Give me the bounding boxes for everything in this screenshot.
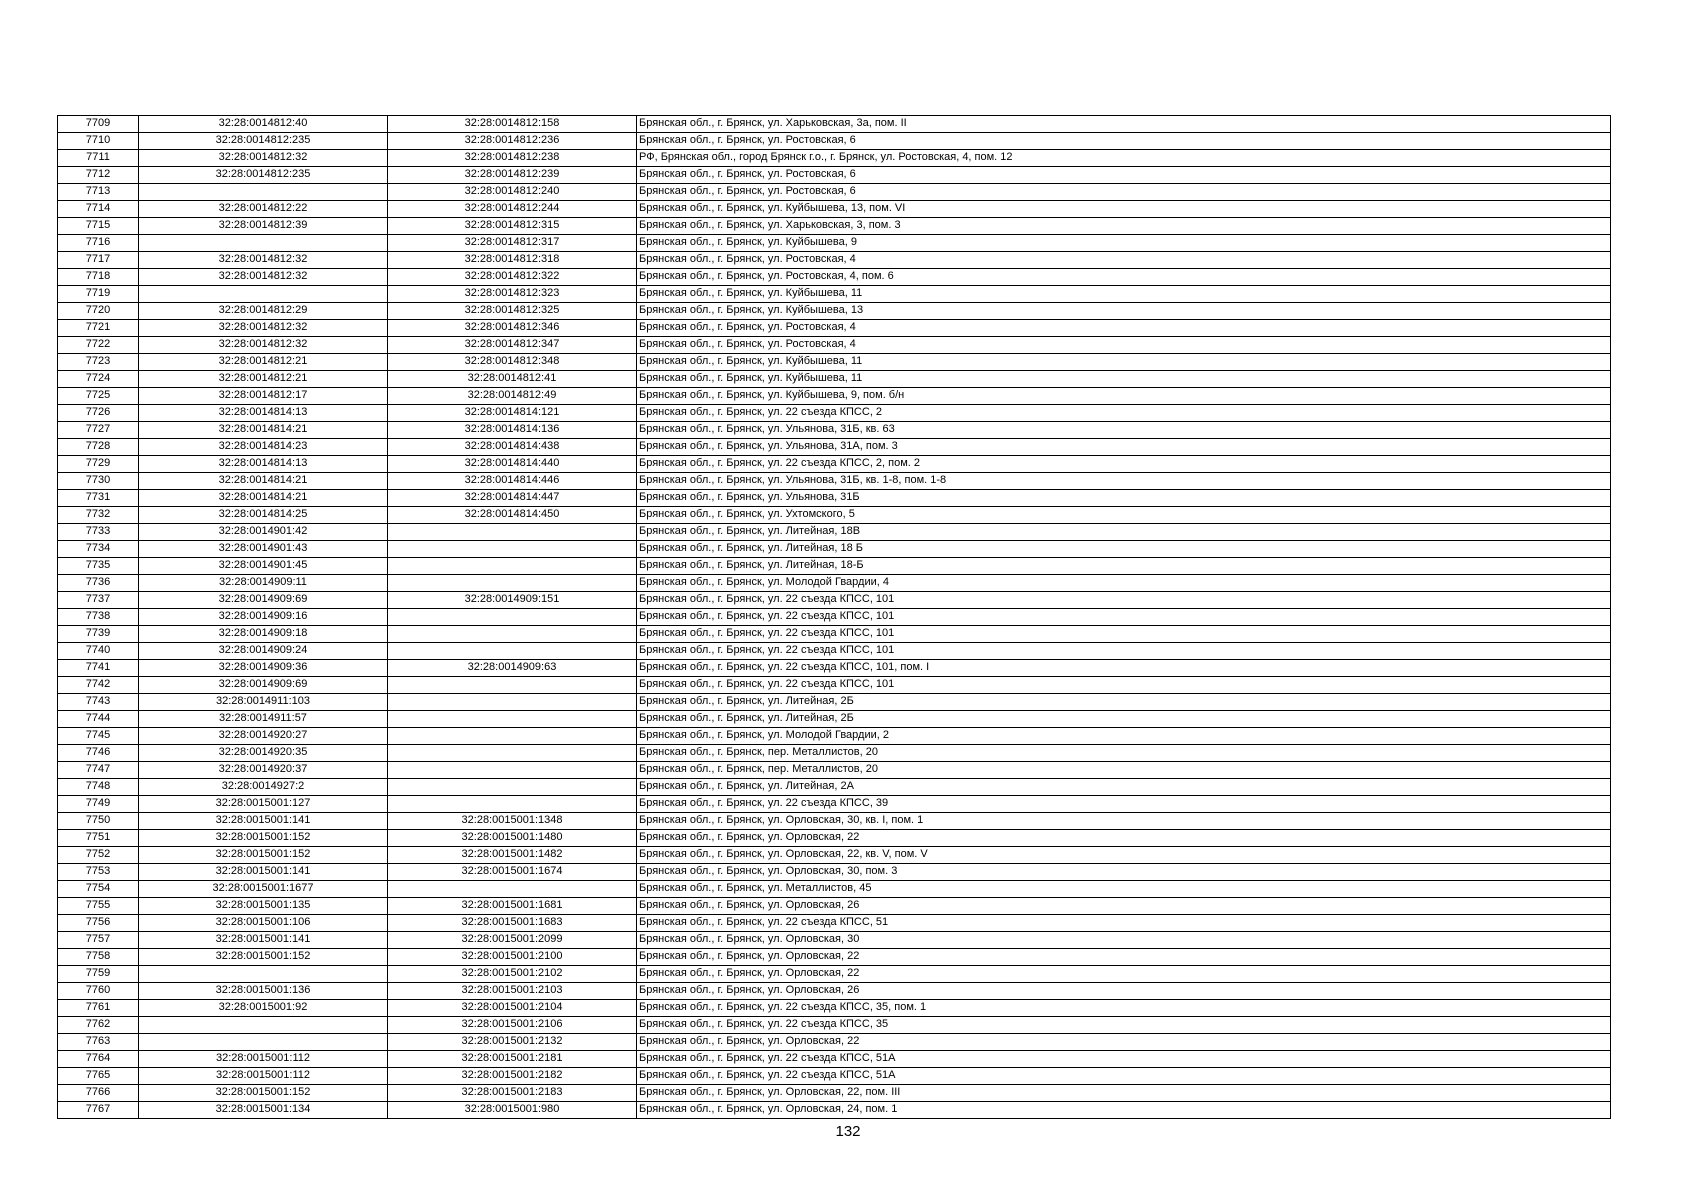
row-number-cell: 7740 (58, 643, 139, 660)
object-number-cell: 32:28:0014812:236 (388, 133, 637, 150)
row-number-cell: 7724 (58, 371, 139, 388)
object-number-cell: 32:28:0015001:2183 (388, 1085, 637, 1102)
object-number-cell: 32:28:0014814:438 (388, 439, 637, 456)
row-number-cell: 7760 (58, 983, 139, 1000)
row-number-cell: 7719 (58, 286, 139, 303)
address-cell: Брянская обл., г. Брянск, ул. 22 съезда КПСС, 101 (637, 609, 1611, 626)
row-number-cell: 7755 (58, 898, 139, 915)
land-parcel-number-cell: 32:28:0014814:21 (139, 422, 388, 439)
land-parcel-number-cell: 32:28:0015001:152 (139, 847, 388, 864)
row-number-cell: 7733 (58, 524, 139, 541)
object-number-cell: 32:28:0015001:2102 (388, 966, 637, 983)
table-row (58, 932, 1611, 949)
row-number-cell: 7735 (58, 558, 139, 575)
land-parcel-number-cell: 32:28:0015001:152 (139, 830, 388, 847)
row-number-cell: 7731 (58, 490, 139, 507)
object-number-cell: 32:28:0014814:121 (388, 405, 637, 422)
object-number-cell (388, 524, 637, 541)
object-number-cell: 32:28:0015001:2132 (388, 1034, 637, 1051)
address-cell: Брянская обл., г. Брянск, ул. 22 съезда КПСС, 51А (637, 1051, 1611, 1068)
row-number-cell: 7714 (58, 201, 139, 218)
address-cell: Брянская обл., г. Брянск, ул. Орловская, 22 (637, 1034, 1611, 1051)
address-cell: Брянская обл., г. Брянск, ул. Куйбышева, 11 (637, 371, 1611, 388)
row-number-cell: 7728 (58, 439, 139, 456)
row-number-cell: 7722 (58, 337, 139, 354)
table-row (58, 1000, 1611, 1017)
table-row (58, 371, 1611, 388)
land-parcel-number-cell (139, 184, 388, 201)
row-number-cell: 7729 (58, 456, 139, 473)
row-number-cell: 7753 (58, 864, 139, 881)
row-number-cell: 7752 (58, 847, 139, 864)
row-number-cell: 7738 (58, 609, 139, 626)
object-number-cell (388, 558, 637, 575)
land-parcel-number-cell: 32:28:0015001:106 (139, 915, 388, 932)
land-parcel-number-cell: 32:28:0014909:24 (139, 643, 388, 660)
object-number-cell: 32:28:0015001:2104 (388, 1000, 637, 1017)
land-parcel-number-cell: 32:28:0015001:152 (139, 949, 388, 966)
row-number-cell: 7721 (58, 320, 139, 337)
table-row (58, 269, 1611, 286)
land-parcel-number-cell: 32:28:0014920:27 (139, 728, 388, 745)
address-cell: Брянская обл., г. Брянск, ул. Орловская, 22, пом. III (637, 1085, 1611, 1102)
object-number-cell: 32:28:0014814:447 (388, 490, 637, 507)
address-cell: Брянская обл., г. Брянск, ул. Орловская, 30, кв. I, пом. 1 (637, 813, 1611, 830)
row-number-cell: 7742 (58, 677, 139, 694)
land-parcel-number-cell: 32:28:0014812:29 (139, 303, 388, 320)
address-cell: Брянская обл., г. Брянск, пер. Металлистов, 20 (637, 745, 1611, 762)
table-row (58, 949, 1611, 966)
address-cell: Брянская обл., г. Брянск, ул. Литейная, 2Б (637, 711, 1611, 728)
land-parcel-number-cell: 32:28:0015001:141 (139, 864, 388, 881)
address-cell: Брянская обл., г. Брянск, ул. Куйбышева, 11 (637, 286, 1611, 303)
land-parcel-number-cell (139, 1017, 388, 1034)
land-parcel-number-cell: 32:28:0014911:103 (139, 694, 388, 711)
table-row (58, 286, 1611, 303)
land-parcel-number-cell: 32:28:0014812:235 (139, 133, 388, 150)
table-row (58, 184, 1611, 201)
row-number-cell: 7754 (58, 881, 139, 898)
object-number-cell: 32:28:0014812:347 (388, 337, 637, 354)
object-number-cell (388, 728, 637, 745)
object-number-cell: 32:28:0014814:450 (388, 507, 637, 524)
address-cell: Брянская обл., г. Брянск, ул. 22 съезда КПСС, 101, пом. I (637, 660, 1611, 677)
address-cell: Брянская обл., г. Брянск, ул. Орловская, 26 (637, 898, 1611, 915)
object-number-cell: 32:28:0014812:346 (388, 320, 637, 337)
row-number-cell: 7743 (58, 694, 139, 711)
address-cell: Брянская обл., г. Брянск, ул. Куйбышева, 9 (637, 235, 1611, 252)
table-row (58, 813, 1611, 830)
row-number-cell: 7751 (58, 830, 139, 847)
land-parcel-number-cell: 32:28:0015001:1677 (139, 881, 388, 898)
row-number-cell: 7727 (58, 422, 139, 439)
land-parcel-number-cell: 32:28:0014909:69 (139, 592, 388, 609)
table-row (58, 660, 1611, 677)
object-number-cell: 32:28:0015001:980 (388, 1102, 637, 1119)
table-row (58, 252, 1611, 269)
table-row (58, 575, 1611, 592)
land-parcel-number-cell (139, 966, 388, 983)
row-number-cell: 7736 (58, 575, 139, 592)
object-number-cell: 32:28:0014812:158 (388, 116, 637, 133)
land-parcel-number-cell: 32:28:0015001:112 (139, 1068, 388, 1085)
address-cell: Брянская обл., г. Брянск, ул. Куйбышева, 13 (637, 303, 1611, 320)
object-number-cell: 32:28:0014812:348 (388, 354, 637, 371)
address-cell: Брянская обл., г. Брянск, ул. Орловская, 22 (637, 949, 1611, 966)
table-row (58, 966, 1611, 983)
address-cell: Брянская обл., г. Брянск, ул. Литейная, 2Б (637, 694, 1611, 711)
address-cell: Брянская обл., г. Брянск, ул. Литейная, 18 Б (637, 541, 1611, 558)
address-cell: Брянская обл., г. Брянск, ул. Металлистов, 45 (637, 881, 1611, 898)
table-row (58, 1068, 1611, 1085)
address-cell: Брянская обл., г. Брянск, ул. Орловская, 24, пом. 1 (637, 1102, 1611, 1119)
row-number-cell: 7716 (58, 235, 139, 252)
object-number-cell: 32:28:0015001:2099 (388, 932, 637, 949)
address-cell: Брянская обл., г. Брянск, ул. Ростовская, 4, пом. 6 (637, 269, 1611, 286)
table-row (58, 507, 1611, 524)
object-number-cell: 32:28:0015001:1674 (388, 864, 637, 881)
row-number-cell: 7761 (58, 1000, 139, 1017)
land-parcel-number-cell: 32:28:0015001:141 (139, 932, 388, 949)
object-number-cell (388, 796, 637, 813)
row-number-cell: 7734 (58, 541, 139, 558)
table-row (58, 541, 1611, 558)
table-row (58, 524, 1611, 541)
row-number-cell: 7763 (58, 1034, 139, 1051)
object-number-cell: 32:28:0015001:2181 (388, 1051, 637, 1068)
land-parcel-number-cell: 32:28:0014909:69 (139, 677, 388, 694)
address-cell: Брянская обл., г. Брянск, ул. Ульянова, 31Б (637, 490, 1611, 507)
row-number-cell: 7711 (58, 150, 139, 167)
table-row (58, 473, 1611, 490)
object-number-cell: 32:28:0015001:2106 (388, 1017, 637, 1034)
land-parcel-number-cell: 32:28:0014920:37 (139, 762, 388, 779)
land-parcel-number-cell: 32:28:0014814:21 (139, 490, 388, 507)
object-number-cell (388, 541, 637, 558)
address-cell: Брянская обл., г. Брянск, ул. Ухтомского, 5 (637, 507, 1611, 524)
table-row (58, 456, 1611, 473)
row-number-cell: 7746 (58, 745, 139, 762)
object-number-cell: 32:28:0014812:322 (388, 269, 637, 286)
address-cell: Брянская обл., г. Брянск, ул. Молодой Гвардии, 4 (637, 575, 1611, 592)
land-parcel-number-cell: 32:28:0014814:25 (139, 507, 388, 524)
land-parcel-number-cell: 32:28:0014909:11 (139, 575, 388, 592)
land-parcel-number-cell: 32:28:0014814:23 (139, 439, 388, 456)
table-row (58, 745, 1611, 762)
table-row (58, 218, 1611, 235)
row-number-cell: 7709 (58, 116, 139, 133)
address-cell: Брянская обл., г. Брянск, ул. Куйбышева, 9, пом. б/н (637, 388, 1611, 405)
table-row (58, 830, 1611, 847)
table-row (58, 864, 1611, 881)
page-number: 132 (835, 1123, 861, 1140)
object-number-cell: 32:28:0014812:323 (388, 286, 637, 303)
address-cell: Брянская обл., г. Брянск, ул. Литейная, 18В (637, 524, 1611, 541)
address-cell: Брянская обл., г. Брянск, ул. Орловская, 30 (637, 932, 1611, 949)
object-number-cell: 32:28:0014814:440 (388, 456, 637, 473)
table-row (58, 1051, 1611, 1068)
address-cell: Брянская обл., г. Брянск, ул. Харьковская, 3, пом. 3 (637, 218, 1611, 235)
row-number-cell: 7744 (58, 711, 139, 728)
table-row (58, 133, 1611, 150)
object-number-cell: 32:28:0015001:2182 (388, 1068, 637, 1085)
table-row (58, 303, 1611, 320)
object-number-cell (388, 643, 637, 660)
row-number-cell: 7747 (58, 762, 139, 779)
table-row (58, 150, 1611, 167)
object-number-cell: 32:28:0014812:238 (388, 150, 637, 167)
row-number-cell: 7757 (58, 932, 139, 949)
row-number-cell: 7717 (58, 252, 139, 269)
land-parcel-number-cell: 32:28:0015001:134 (139, 1102, 388, 1119)
row-number-cell: 7715 (58, 218, 139, 235)
object-number-cell: 32:28:0014812:325 (388, 303, 637, 320)
row-number-cell: 7749 (58, 796, 139, 813)
row-number-cell: 7762 (58, 1017, 139, 1034)
land-parcel-number-cell: 32:28:0014812:21 (139, 371, 388, 388)
table-row (58, 898, 1611, 915)
address-cell: Брянская обл., г. Брянск, ул. 22 съезда КПСС, 101 (637, 592, 1611, 609)
address-cell: Брянская обл., г. Брянск, ул. Орловская, 26 (637, 983, 1611, 1000)
table-row (58, 1085, 1611, 1102)
row-number-cell: 7765 (58, 1068, 139, 1085)
land-parcel-number-cell: 32:28:0014901:43 (139, 541, 388, 558)
address-cell: Брянская обл., г. Брянск, ул. Куйбышева, 11 (637, 354, 1611, 371)
address-cell: Брянская обл., г. Брянск, ул. 22 съезда КПСС, 101 (637, 626, 1611, 643)
row-number-cell: 7737 (58, 592, 139, 609)
object-number-cell: 32:28:0014812:49 (388, 388, 637, 405)
address-cell: Брянская обл., г. Брянск, ул. Харьковская, 3а, пом. II (637, 116, 1611, 133)
land-parcel-number-cell: 32:28:0015001:127 (139, 796, 388, 813)
table-row (58, 762, 1611, 779)
address-cell: Брянская обл., г. Брянск, ул. Литейная, 2А (637, 779, 1611, 796)
table-row (58, 558, 1611, 575)
object-number-cell: 32:28:0014812:41 (388, 371, 637, 388)
object-number-cell: 32:28:0014814:446 (388, 473, 637, 490)
table-row (58, 643, 1611, 660)
table-row (58, 915, 1611, 932)
land-parcel-number-cell: 32:28:0014812:32 (139, 269, 388, 286)
object-number-cell: 32:28:0015001:2100 (388, 949, 637, 966)
table-row (58, 1102, 1611, 1119)
table-row (58, 405, 1611, 422)
land-parcel-number-cell: 32:28:0015001:135 (139, 898, 388, 915)
land-parcel-number-cell: 32:28:0014814:21 (139, 473, 388, 490)
address-cell: Брянская обл., г. Брянск, ул. Ростовская, 4 (637, 252, 1611, 269)
table-row (58, 881, 1611, 898)
object-number-cell (388, 745, 637, 762)
row-number-cell: 7748 (58, 779, 139, 796)
address-cell: Брянская обл., г. Брянск, ул. Орловская, 30, пом. 3 (637, 864, 1611, 881)
table-row (58, 711, 1611, 728)
land-parcel-number-cell: 32:28:0015001:141 (139, 813, 388, 830)
address-cell: Брянская обл., г. Брянск, ул. Ульянова, 31Б, кв. 63 (637, 422, 1611, 439)
table-row (58, 167, 1611, 184)
object-number-cell (388, 677, 637, 694)
land-parcel-number-cell: 32:28:0014812:32 (139, 337, 388, 354)
table-row (58, 1017, 1611, 1034)
object-number-cell: 32:28:0015001:1683 (388, 915, 637, 932)
land-parcel-number-cell: 32:28:0014901:42 (139, 524, 388, 541)
address-cell: Брянская обл., г. Брянск, ул. Орловская, 22 (637, 966, 1611, 983)
land-parcel-number-cell: 32:28:0014812:22 (139, 201, 388, 218)
table-row (58, 1034, 1611, 1051)
land-parcel-number-cell: 32:28:0015001:136 (139, 983, 388, 1000)
object-number-cell (388, 762, 637, 779)
land-parcel-number-cell: 32:28:0014814:13 (139, 405, 388, 422)
row-number-cell: 7759 (58, 966, 139, 983)
registry-table-body (58, 116, 1611, 1119)
address-cell: Брянская обл., г. Брянск, ул. Ростовская, 6 (637, 167, 1611, 184)
object-number-cell: 32:28:0015001:2103 (388, 983, 637, 1000)
address-cell: Брянская обл., г. Брянск, ул. 22 съезда КПСС, 35 (637, 1017, 1611, 1034)
row-number-cell: 7713 (58, 184, 139, 201)
land-parcel-number-cell: 32:28:0014920:35 (139, 745, 388, 762)
table-row (58, 847, 1611, 864)
object-number-cell (388, 881, 637, 898)
object-number-cell (388, 779, 637, 796)
table-row (58, 609, 1611, 626)
address-cell: Брянская обл., г. Брянск, ул. Литейная, 18-Б (637, 558, 1611, 575)
table-row (58, 592, 1611, 609)
land-parcel-number-cell: 32:28:0014812:39 (139, 218, 388, 235)
registry-table (57, 115, 1611, 1119)
land-parcel-number-cell: 32:28:0014812:21 (139, 354, 388, 371)
table-row (58, 796, 1611, 813)
address-cell: Брянская обл., г. Брянск, ул. 22 съезда КПСС, 51 (637, 915, 1611, 932)
table-row (58, 694, 1611, 711)
object-number-cell: 32:28:0015001:1480 (388, 830, 637, 847)
row-number-cell: 7764 (58, 1051, 139, 1068)
row-number-cell: 7750 (58, 813, 139, 830)
row-number-cell: 7710 (58, 133, 139, 150)
address-cell: Брянская обл., г. Брянск, ул. Куйбышева, 13, пом. VI (637, 201, 1611, 218)
object-number-cell: 32:28:0014812:240 (388, 184, 637, 201)
land-parcel-number-cell (139, 1034, 388, 1051)
table-row (58, 422, 1611, 439)
address-cell: Брянская обл., г. Брянск, ул. 22 съезда КПСС, 2 (637, 405, 1611, 422)
row-number-cell: 7732 (58, 507, 139, 524)
object-number-cell: 32:28:0014814:136 (388, 422, 637, 439)
object-number-cell (388, 575, 637, 592)
table-row (58, 235, 1611, 252)
address-cell: Брянская обл., г. Брянск, ул. 22 съезда КПСС, 39 (637, 796, 1611, 813)
land-parcel-number-cell: 32:28:0014812:32 (139, 252, 388, 269)
land-parcel-number-cell: 32:28:0014812:235 (139, 167, 388, 184)
table-row (58, 983, 1611, 1000)
land-parcel-number-cell: 32:28:0014909:18 (139, 626, 388, 643)
table-row (58, 388, 1611, 405)
land-parcel-number-cell: 32:28:0014911:57 (139, 711, 388, 728)
object-number-cell: 32:28:0014812:317 (388, 235, 637, 252)
address-cell: Брянская обл., г. Брянск, пер. Металлистов, 20 (637, 762, 1611, 779)
row-number-cell: 7739 (58, 626, 139, 643)
row-number-cell: 7723 (58, 354, 139, 371)
table-row (58, 439, 1611, 456)
land-parcel-number-cell: 32:28:0014909:36 (139, 660, 388, 677)
land-parcel-number-cell: 32:28:0014812:40 (139, 116, 388, 133)
row-number-cell: 7730 (58, 473, 139, 490)
row-number-cell: 7756 (58, 915, 139, 932)
object-number-cell: 32:28:0014812:318 (388, 252, 637, 269)
table-row (58, 728, 1611, 745)
land-parcel-number-cell: 32:28:0014909:16 (139, 609, 388, 626)
address-cell: Брянская обл., г. Брянск, ул. 22 съезда КПСС, 101 (637, 677, 1611, 694)
table-row (58, 677, 1611, 694)
address-cell: Брянская обл., г. Брянск, ул. Молодой Гвардии, 2 (637, 728, 1611, 745)
address-cell: Брянская обл., г. Брянск, ул. 22 съезда КПСС, 101 (637, 643, 1611, 660)
object-number-cell (388, 694, 637, 711)
row-number-cell: 7766 (58, 1085, 139, 1102)
table-row (58, 626, 1611, 643)
land-parcel-number-cell (139, 235, 388, 252)
object-number-cell: 32:28:0014909:63 (388, 660, 637, 677)
land-parcel-number-cell: 32:28:0014812:32 (139, 150, 388, 167)
address-cell: Брянская обл., г. Брянск, ул. Ульянова, 31Б, кв. 1-8, пом. 1-8 (637, 473, 1611, 490)
object-number-cell: 32:28:0015001:1482 (388, 847, 637, 864)
row-number-cell: 7725 (58, 388, 139, 405)
land-parcel-number-cell: 32:28:0014901:45 (139, 558, 388, 575)
land-parcel-number-cell: 32:28:0014812:17 (139, 388, 388, 405)
land-parcel-number-cell: 32:28:0015001:112 (139, 1051, 388, 1068)
address-cell: Брянская обл., г. Брянск, ул. Орловская, 22 (637, 830, 1611, 847)
table-row (58, 320, 1611, 337)
land-parcel-number-cell: 32:28:0015001:152 (139, 1085, 388, 1102)
land-parcel-number-cell: 32:28:0014814:13 (139, 456, 388, 473)
object-number-cell: 32:28:0014812:239 (388, 167, 637, 184)
object-number-cell: 32:28:0014909:151 (388, 592, 637, 609)
row-number-cell: 7758 (58, 949, 139, 966)
land-parcel-number-cell: 32:28:0014927:2 (139, 779, 388, 796)
land-parcel-number-cell (139, 286, 388, 303)
row-number-cell: 7767 (58, 1102, 139, 1119)
row-number-cell: 7720 (58, 303, 139, 320)
object-number-cell: 32:28:0014812:244 (388, 201, 637, 218)
table-row (58, 779, 1611, 796)
land-parcel-number-cell: 32:28:0015001:92 (139, 1000, 388, 1017)
address-cell: Брянская обл., г. Брянск, ул. Ульянова, 31А, пом. 3 (637, 439, 1611, 456)
object-number-cell: 32:28:0015001:1681 (388, 898, 637, 915)
address-cell: Брянская обл., г. Брянск, ул. 22 съезда КПСС, 2, пом. 2 (637, 456, 1611, 473)
row-number-cell: 7712 (58, 167, 139, 184)
address-cell: Брянская обл., г. Брянск, ул. Орловская, 22, кв. V, пом. V (637, 847, 1611, 864)
address-cell: Брянская обл., г. Брянск, ул. Ростовская, 6 (637, 184, 1611, 201)
row-number-cell: 7726 (58, 405, 139, 422)
row-number-cell: 7741 (58, 660, 139, 677)
row-number-cell: 7745 (58, 728, 139, 745)
address-cell: Брянская обл., г. Брянск, ул. 22 съезда КПСС, 35, пом. 1 (637, 1000, 1611, 1017)
table-row (58, 201, 1611, 218)
object-number-cell: 32:28:0015001:1348 (388, 813, 637, 830)
object-number-cell: 32:28:0014812:315 (388, 218, 637, 235)
object-number-cell (388, 609, 637, 626)
row-number-cell: 7718 (58, 269, 139, 286)
table-row (58, 354, 1611, 371)
table-row (58, 337, 1611, 354)
address-cell: Брянская обл., г. Брянск, ул. Ростовская, 4 (637, 337, 1611, 354)
object-number-cell (388, 711, 637, 728)
address-cell: РФ, Брянская обл., город Брянск г.о., г. Брянск, ул. Ростовская, 4, пом. 12 (637, 150, 1611, 167)
address-cell: Брянская обл., г. Брянск, ул. 22 съезда КПСС, 51А (637, 1068, 1611, 1085)
land-parcel-number-cell: 32:28:0014812:32 (139, 320, 388, 337)
address-cell: Брянская обл., г. Брянск, ул. Ростовская, 6 (637, 133, 1611, 150)
object-number-cell (388, 626, 637, 643)
table-row (58, 490, 1611, 507)
address-cell: Брянская обл., г. Брянск, ул. Ростовская, 4 (637, 320, 1611, 337)
table-row (58, 116, 1611, 133)
